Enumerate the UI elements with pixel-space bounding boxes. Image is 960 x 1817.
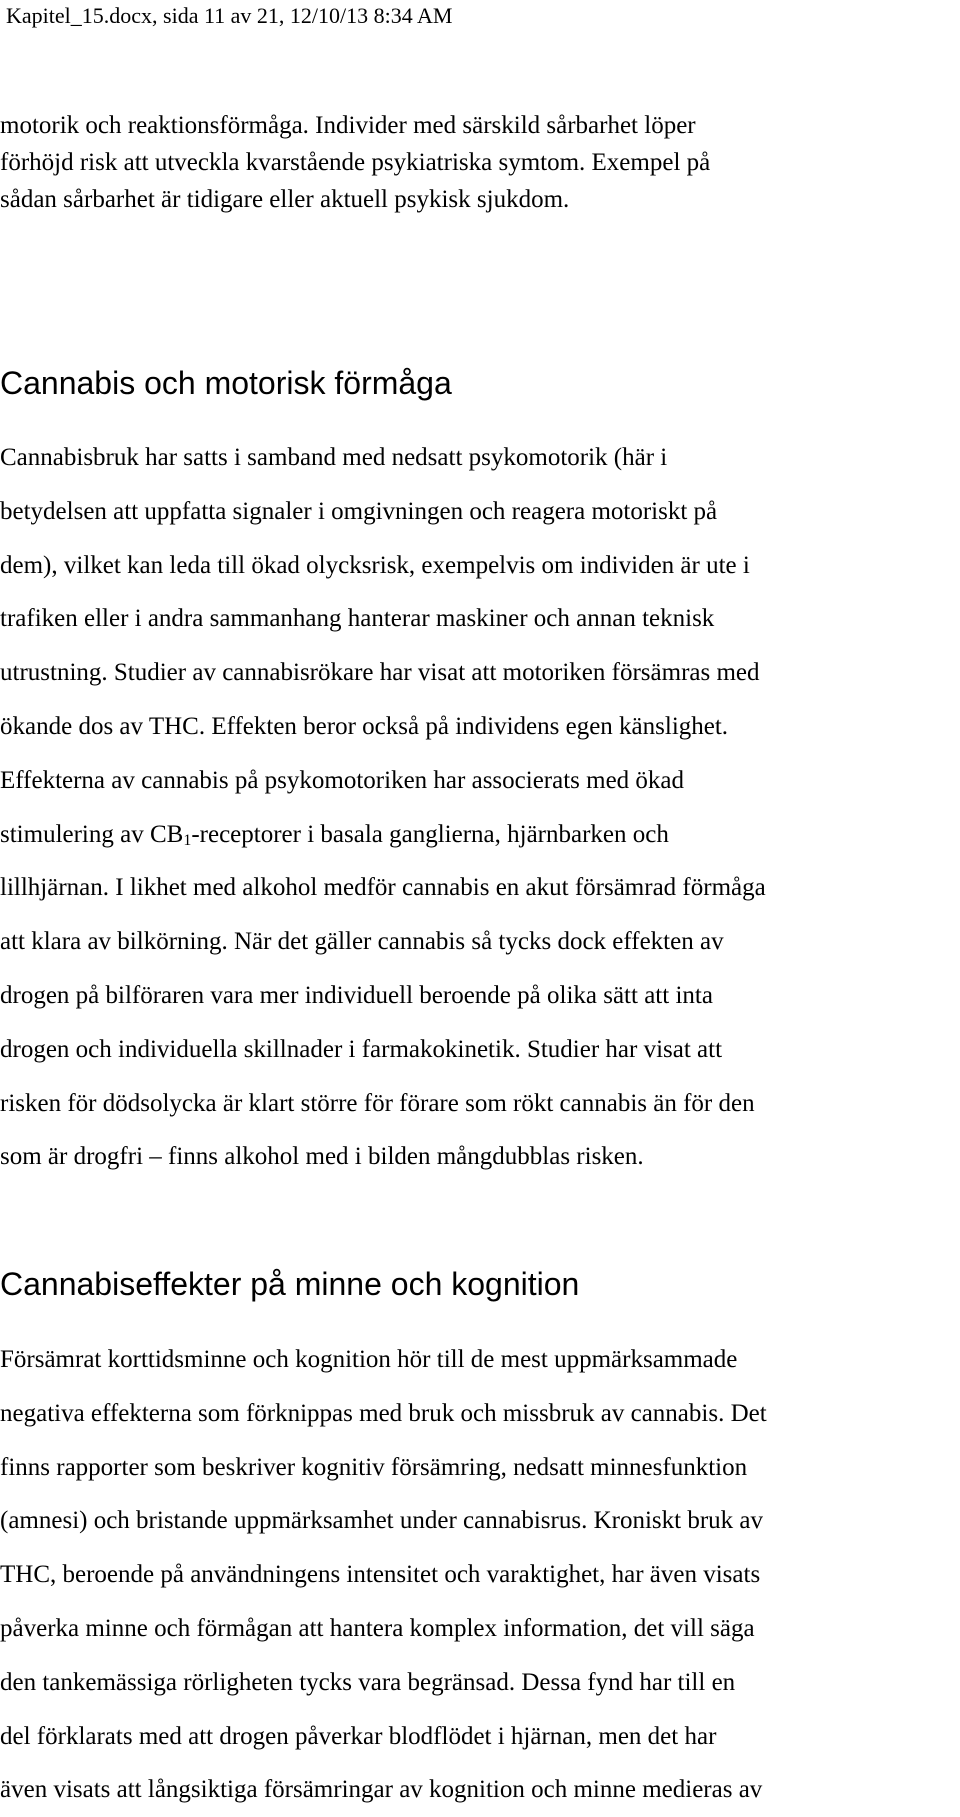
text-line: att klara av bilkörning. När det gäller cannabis så tycks dock effekten av	[0, 928, 724, 956]
text-line: finns rapporter som beskriver kognitiv försämring, nedsatt minnesfunktion	[0, 1453, 748, 1481]
page-header: Kapitel_15.docx, sida 11 av 21, 12/10/13 8:34 AM	[6, 3, 453, 28]
text-line: Cannabisbruk har satts i samband med nedsatt psykomotorik (här i	[0, 444, 668, 471]
text-line: THC, beroende på användningens intensitet och varaktighet, har även visats	[0, 1561, 761, 1589]
text-line: dem), vilket kan leda till ökad olycksrisk, exempelvis om individen är ute i	[0, 551, 750, 579]
text-line: drogen och individuella skillnader i farmakokinetik. Studier har visat att	[0, 1035, 723, 1063]
text-line: Effekterna av cannabis på psykomotoriken har associerats med ökad	[0, 766, 685, 794]
memory-paragraph	[0, 1333, 960, 1817]
cb-subscript: 1	[183, 831, 192, 849]
text-line: motorik och reaktionsförmåga. Individer med särskild sårbarhet löper	[0, 112, 696, 139]
intro-paragraph	[0, 107, 960, 218]
cb-rest: -receptorer i basala ganglierna, hjärnbarken och	[191, 820, 669, 848]
section-heading-motor: Cannabis och motorisk förmåga	[0, 365, 452, 401]
text-line: del förklarats med att drogen påverkar blodflödet i hjärnan, men det har	[0, 1722, 717, 1750]
text-line: utrustning. Studier av cannabisrökare har visat att motoriken försämras med	[0, 659, 760, 687]
text-line: sådan sårbarhet är tidigare eller aktuell psykisk sjukdom.	[0, 186, 570, 213]
text-line: förhöjd risk att utveckla kvarstående psykiatriska symtom. Exempel på	[0, 149, 711, 176]
text-line: betydelsen att uppfatta signaler i omgivningen och reagera motoriskt på	[0, 497, 718, 525]
motor-paragraph	[0, 431, 960, 1184]
text-line: som är drogfri – finns alkohol med i bilden mångdubblas risken.	[0, 1143, 644, 1171]
text-line: ökande dos av THC. Effekten beror också på individens egen känslighet.	[0, 712, 729, 740]
text-line: negativa effekterna som förknippas med bruk och missbruk av cannabis. Det	[0, 1399, 767, 1427]
section-heading-memory: Cannabiseffekter på minne och kognition	[0, 1266, 580, 1302]
text-line: den tankemässiga rörligheten tycks vara begränsad. Dessa fynd har till en	[0, 1668, 736, 1696]
text-line: drogen på bilföraren vara mer individuell beroende på olika sätt att inta	[0, 981, 713, 1009]
text-line: Försämrat korttidsminne och kognition hör till de mest uppmärksammade	[0, 1346, 738, 1373]
text-line: påverka minne och förmågan att hantera komplex information, det vill säga	[0, 1614, 755, 1642]
text-line: lillhjärnan. I likhet med alkohol medför cannabis en akut försämrad förmåga	[0, 874, 766, 902]
cb-prefix: stimulering av CB	[0, 820, 184, 848]
text-line-cb1	[0, 808, 960, 862]
text-line: risken för dödsolycka är klart större för förare som rökt cannabis än för den	[0, 1089, 755, 1117]
text-line: även visats att långsiktiga försämringar av kognition och minne medieras av	[0, 1776, 763, 1804]
text-line: (amnesi) och bristande uppmärksamhet under cannabisrus. Kroniskt bruk av	[0, 1507, 763, 1535]
text-line: trafiken eller i andra sammanhang hanterar maskiner och annan teknisk	[0, 605, 715, 633]
